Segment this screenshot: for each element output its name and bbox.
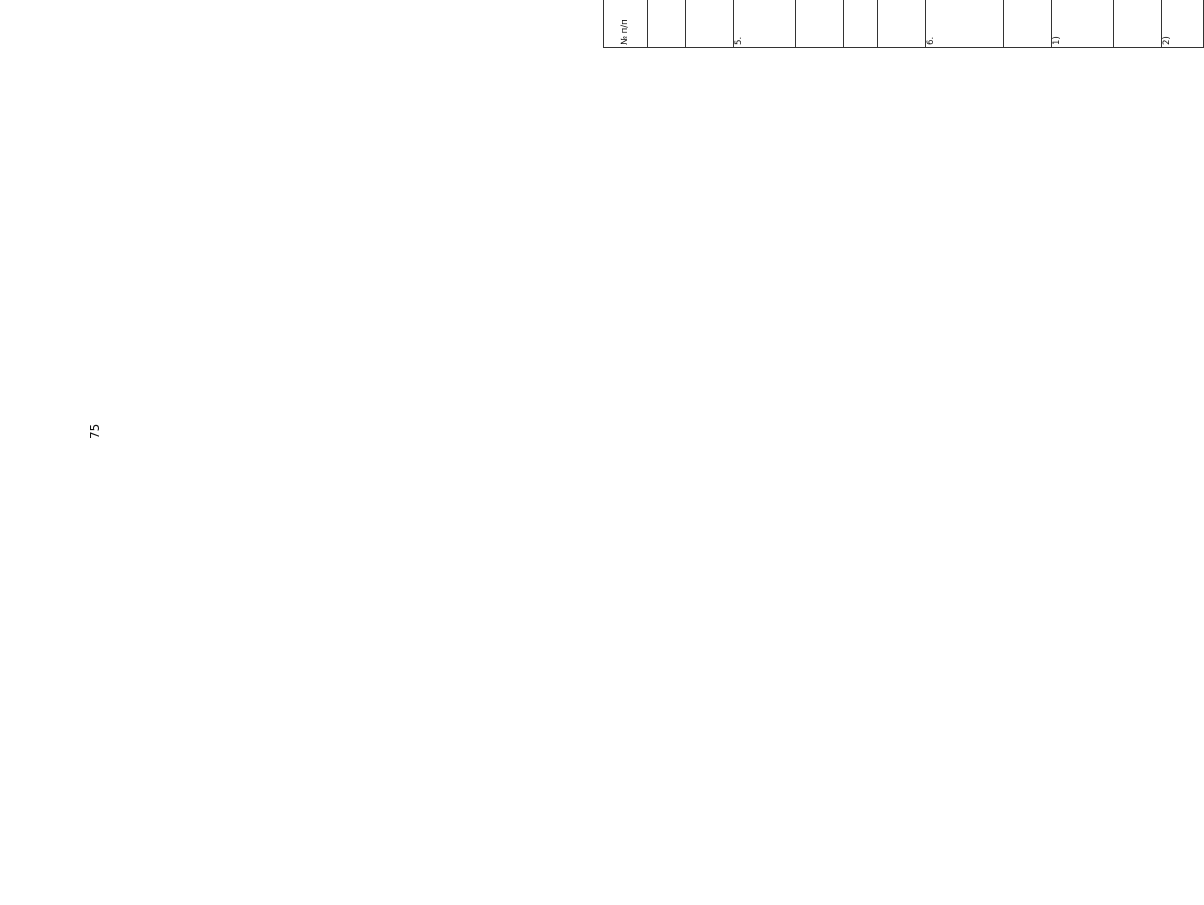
table-rotated-wrapper	[603, 0, 1172, 48]
page-number: 75	[88, 423, 102, 439]
table-row	[1162, 0, 1204, 48]
table-row	[686, 0, 734, 48]
row-num	[648, 0, 686, 48]
table-row	[926, 0, 1004, 48]
row-num	[686, 0, 734, 48]
table-row	[1114, 0, 1162, 48]
header-num: № п/п	[604, 0, 648, 48]
table-row	[1004, 0, 1052, 48]
table-row	[796, 0, 844, 48]
table-row	[878, 0, 926, 48]
row-num	[844, 0, 878, 48]
row-num: 2)	[1162, 0, 1204, 48]
table-row	[648, 0, 686, 48]
row-num: 6.	[926, 0, 1004, 48]
row-num: 1)	[1052, 0, 1114, 48]
table-row	[734, 0, 796, 48]
row-num	[796, 0, 844, 48]
work-volume-table	[603, 0, 1204, 48]
table-row	[844, 0, 878, 48]
row-num	[878, 0, 926, 48]
row-num: 5.	[734, 0, 796, 48]
row-num	[1004, 0, 1052, 48]
table-row	[1052, 0, 1114, 48]
row-num	[1114, 0, 1162, 48]
